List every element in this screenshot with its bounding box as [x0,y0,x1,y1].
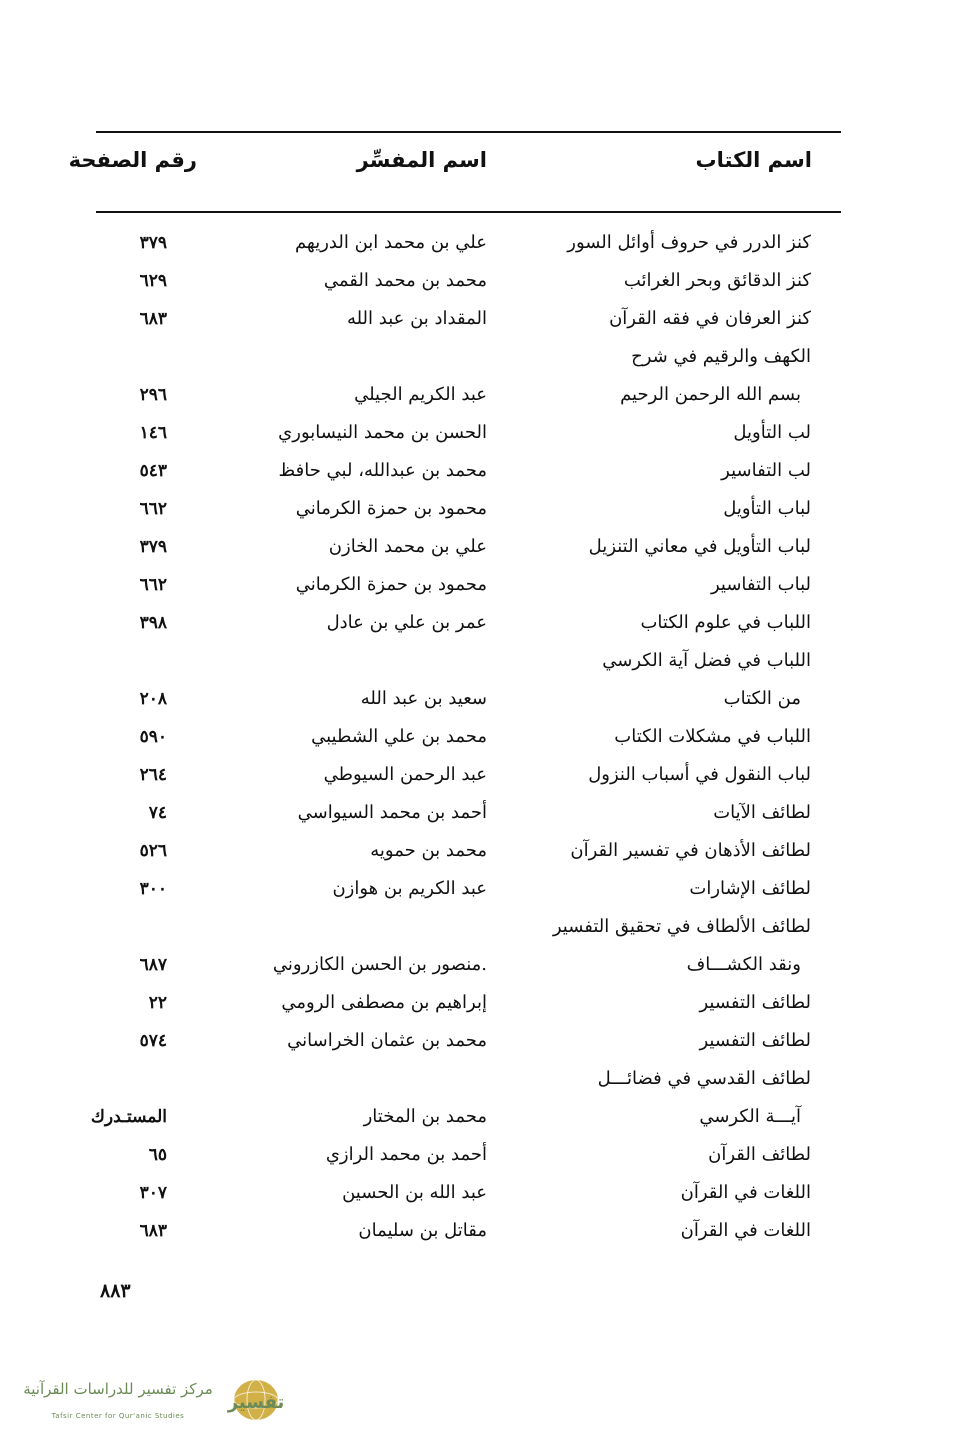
book-title: كنز العرفان في فقه القرآن [609,308,811,329]
page-ref: ٢٠٨ [139,689,167,709]
page-number: ٨٨٣ [100,1280,131,1302]
author-name: محمد بن محمد القمي [323,270,487,291]
table-row [0,376,975,414]
page-ref: ٦٨٧ [139,955,167,975]
book-title: لطائف القرآن [708,1144,811,1165]
author-name: محمد بن عثمان الخراساني [287,1030,487,1051]
author-name: مقاتل بن سليمان [358,1220,487,1241]
page-ref: ٣٧٩ [139,233,167,253]
book-title: كنز الدرر في حروف أوائل السور [567,232,811,253]
table-row [0,452,975,490]
table-row [0,1136,975,1174]
book-title: اللباب في علوم الكتاب [640,612,811,633]
table-row [0,946,975,984]
page-ref: ٦٨٣ [139,309,167,329]
author-name: أحمد بن محمد السيواسي [297,802,487,823]
table-row [0,756,975,794]
book-title: لطائف التفسير [699,992,811,1013]
table-row [0,1212,975,1250]
page-ref: ٢٢ [148,993,167,1013]
author-name: محمد بن المختار [363,1106,487,1127]
book-title: لطائف القدسي في فضائـــل [597,1068,811,1089]
author-name: علي بن محمد ابن الدريهم [294,232,487,253]
book-title: بسم الله الرحمن الرحيم [620,384,801,405]
table-row [0,262,975,300]
table-row [0,300,975,338]
book-title: لطائف الإشارات [689,878,811,899]
author-name: .منصور بن الحسن الكازروني [272,954,487,975]
table-row [0,528,975,566]
page-ref: ٥٧٤ [139,1031,167,1051]
book-title: لباب التأويل [723,498,811,519]
author-name: محمد بن عبدالله، لبي حافظ [278,460,487,481]
book-title: لطائف الألطاف في تحقيق التفسير [552,916,811,937]
page-ref: ١٤٦ [139,423,167,443]
author-name: عبد الله بن الحسين [342,1182,487,1203]
book-title: لباب التأويل في معاني التنزيل [588,536,811,557]
table-row [0,984,975,1022]
table-row [0,680,975,718]
author-name: الحسن بن محمد النيسابوري [278,422,487,443]
author-name: عبد الكريم بن هوازن [332,878,487,899]
page-ref: ٣٠٧ [139,1183,167,1203]
author-name: محمد بن حمويه [370,840,487,861]
table-row [0,338,975,376]
book-title: اللغات في القرآن [680,1182,811,1203]
page-ref: ٥٩٠ [139,727,167,747]
table-row [0,718,975,756]
page-ref: ٣٩٨ [139,613,167,633]
book-title: لباب النقول في أسباب النزول [588,764,811,785]
table-row [0,1060,975,1098]
logo-english-text: Tafsir Center for Qur'anic Studies [51,1412,185,1420]
book-title: اللباب في مشكلات الكتاب [614,726,811,747]
author-name: محمود بن حمزة الكرماني [295,498,487,519]
book-title: لطائف الآيات [713,802,811,823]
publisher-logo [18,1376,288,1432]
book-title: لب التأويل [733,422,811,443]
table-header [0,148,975,188]
page-ref: ٦٦٢ [139,575,167,595]
page-ref: ٦٦٢ [139,499,167,519]
book-title: آيـــة الكرسي [699,1106,801,1127]
author-name: علي بن محمد الخازن [328,536,487,557]
table-row [0,1174,975,1212]
globe-emblem-icon [218,1376,288,1426]
table-row [0,224,975,262]
author-name: عمر بن علي بن عادل [326,612,487,633]
page-ref: المستـدرك [90,1107,167,1127]
page-ref: ٥٢٦ [139,841,167,861]
table-row [0,604,975,642]
author-name: سعيد بن عبد الله [360,688,487,709]
author-name: إبراهيم بن مصطفى الرومي [281,992,487,1013]
book-title: اللغات في القرآن [680,1220,811,1241]
table-row [0,566,975,604]
book-title: اللباب في فضل آية الكرسي [602,650,811,671]
page-ref: ٦٢٩ [139,271,167,291]
table-row [0,794,975,832]
logo-arabic-text: مركز تفسير للدراسات القرآنية [23,1380,213,1398]
book-title: من الكتاب [723,688,801,709]
top-rule [96,131,841,133]
header-rule [96,211,841,213]
book-title: كنز الدقائق وبحر الغرائب [623,270,811,291]
author-name: عبد الرحمن السيوطي [323,764,487,785]
author-name: محمود بن حمزة الكرماني [295,574,487,595]
author-name: محمد بن علي الشطيبي [311,726,487,747]
svg-text:تفسير: تفسير [227,1392,285,1413]
table-row [0,832,975,870]
author-name: المقداد بن عبد الله [346,308,487,329]
page-ref: ٦٥ [148,1145,167,1165]
table-row [0,1022,975,1060]
page-ref: ٧٤ [148,803,167,823]
page-ref: ٣٧٩ [139,537,167,557]
table-row [0,414,975,452]
table-row [0,908,975,946]
book-title: الكهف والرقيم في شرح [631,346,811,367]
index-table [0,224,975,1250]
book-title: ونقد الكشـــاف [686,954,801,975]
table-row [0,642,975,680]
table-row [0,870,975,908]
book-title: لب التفاسير [721,460,811,481]
page-ref: ٦٨٣ [139,1221,167,1241]
page-ref: ٢٦٤ [139,765,167,785]
book-title: لطائف الأذهان في تفسير القرآن [570,840,811,861]
header-author-name: اسم المفسِّر [356,148,487,172]
table-row [0,490,975,528]
page-ref: ٣٠٠ [139,879,167,899]
book-title: لباب التفاسير [710,574,811,595]
author-name: عبد الكريم الجيلي [354,384,487,405]
header-book-name: اسم الكتاب [695,148,812,172]
book-title: لطائف التفسير [699,1030,811,1051]
header-page-number: رقم الصفحة [68,148,197,172]
author-name: أحمد بن محمد الرازي [325,1144,487,1165]
page-ref: ٥٤٣ [139,461,167,481]
table-row [0,1098,975,1136]
page-ref: ٢٩٦ [139,385,167,405]
